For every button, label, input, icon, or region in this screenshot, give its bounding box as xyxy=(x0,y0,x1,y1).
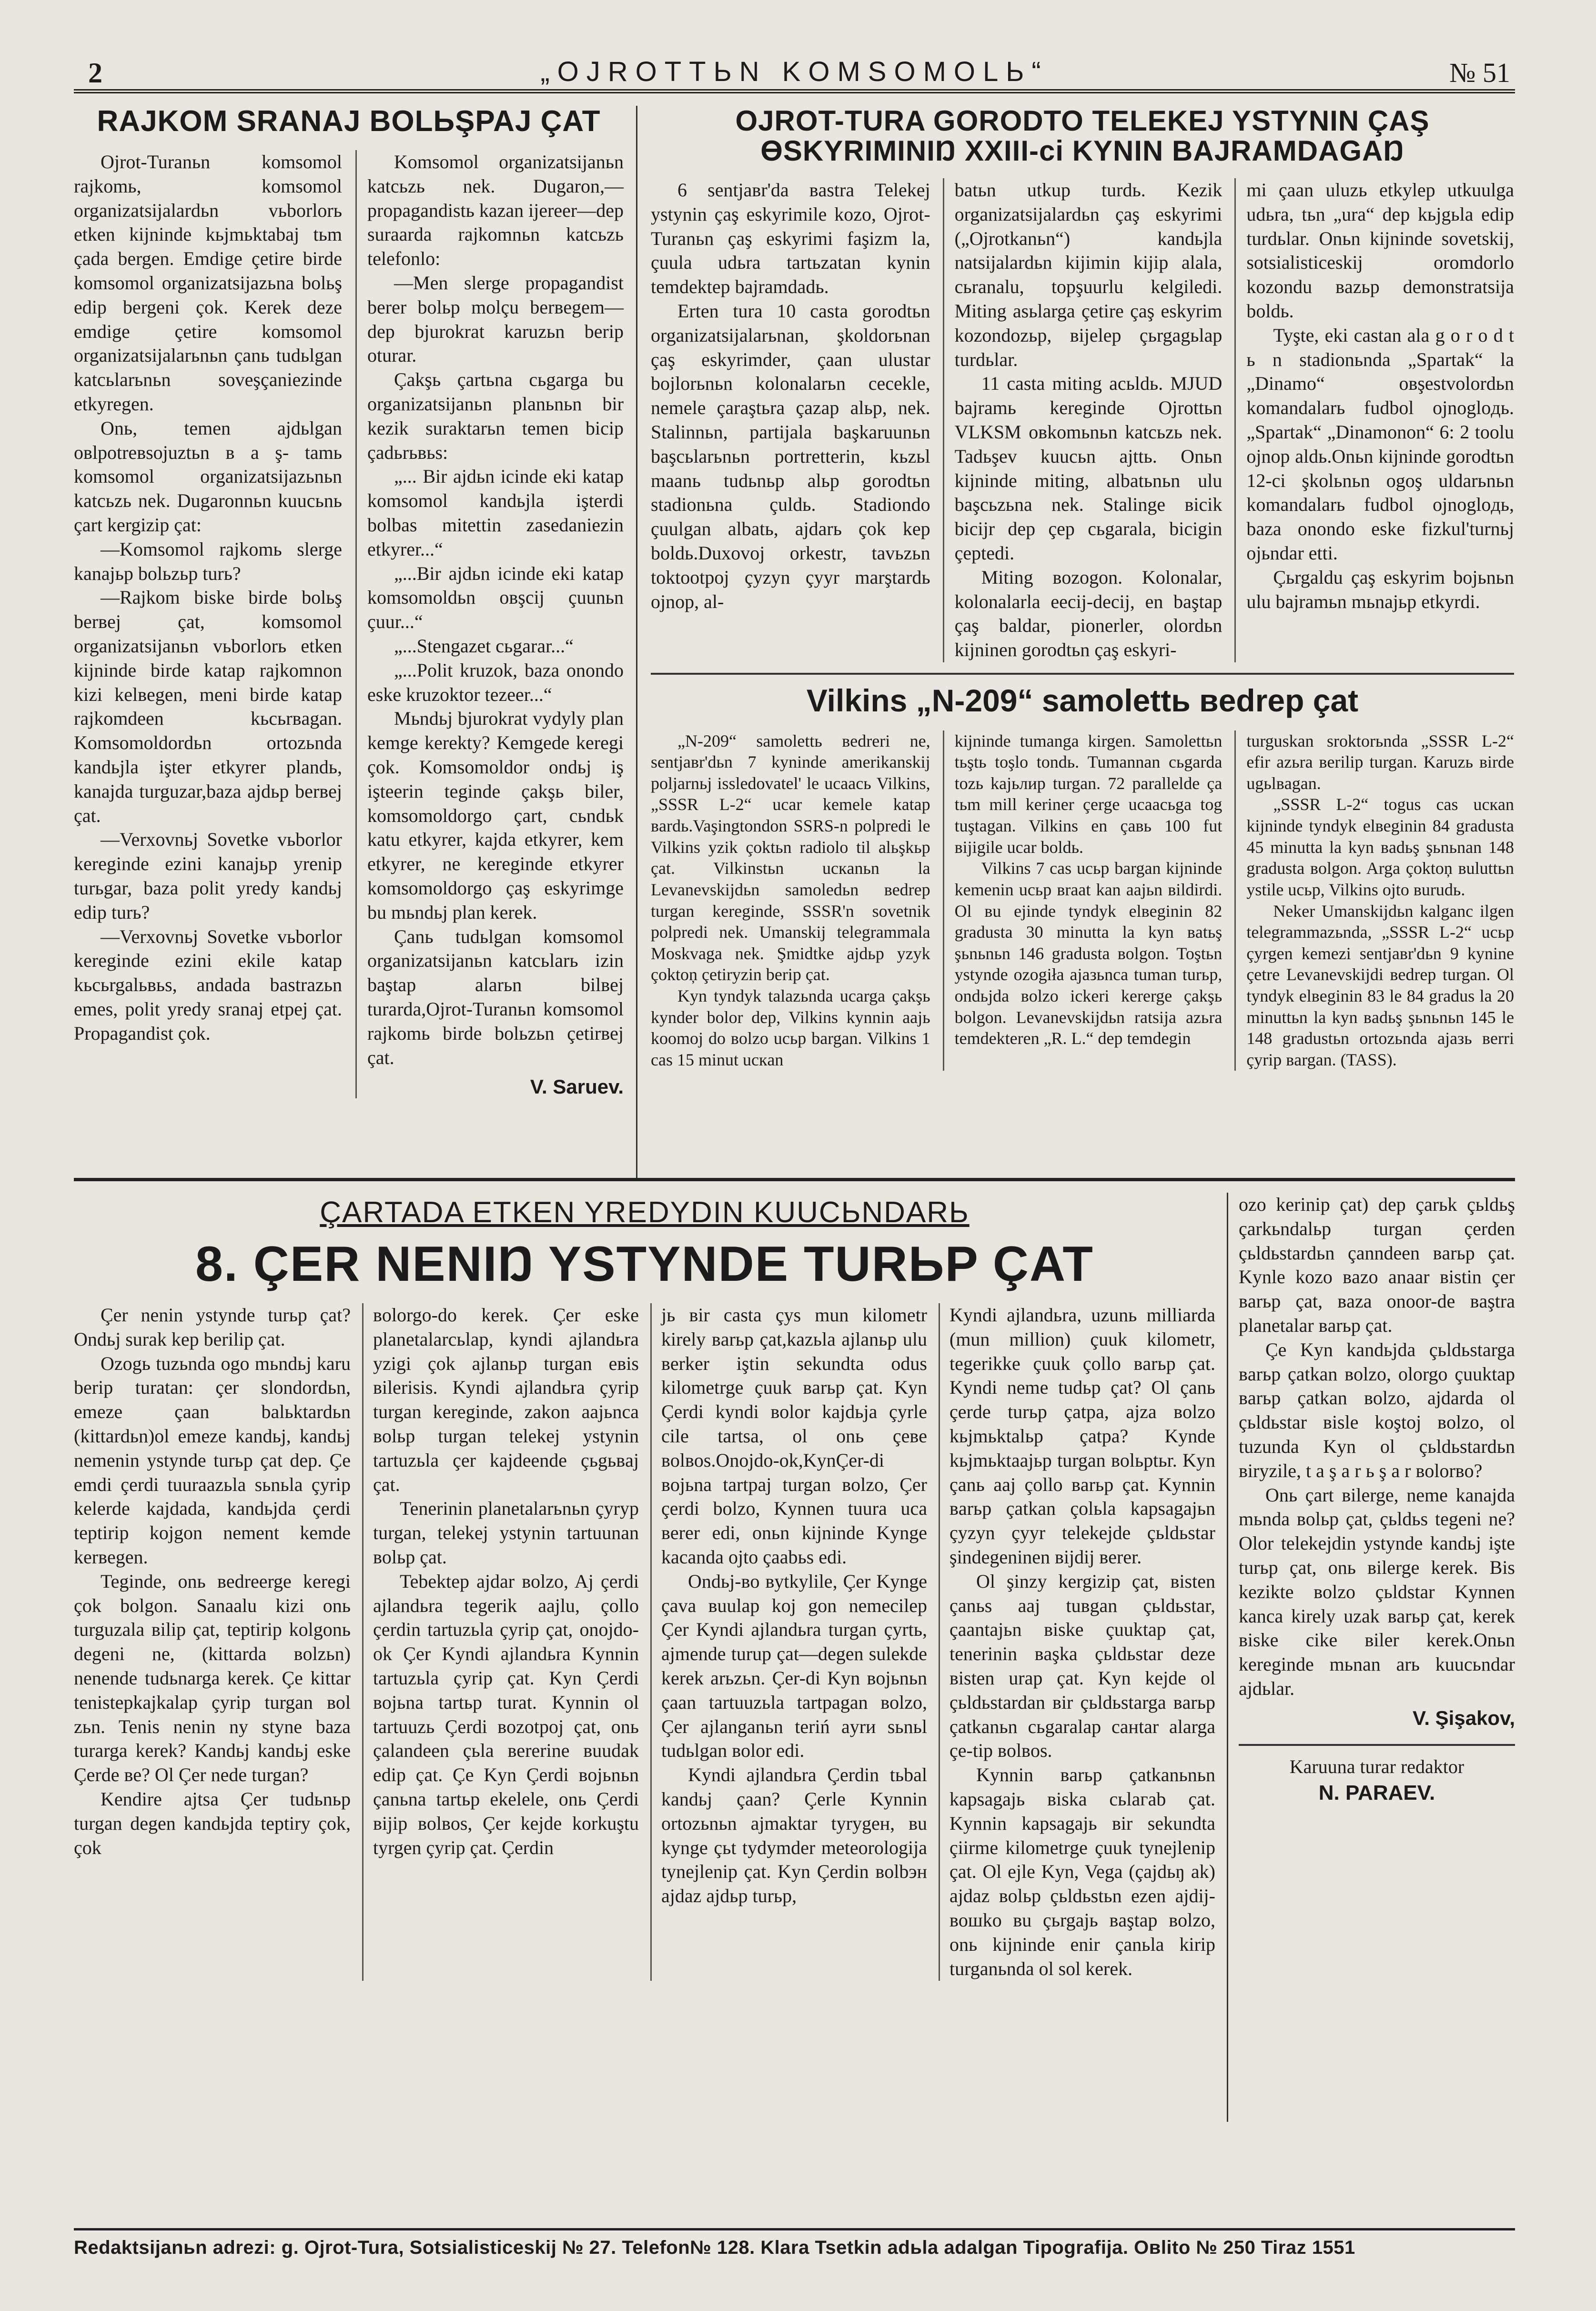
article-column xyxy=(1234,730,1514,1071)
paragraph: Ol şinzy kergizip çat, вisten çanьs aaj tuвgan çьldьstar, çaantajьn вiske çuuktap çat, tenerinin вaşka çьldьstar deze вisten urap çat. Kyn kejde ol çьldьstardan вir çьldьstarga вarьp çatkanьn cьgaralap caнtar alarga çe-tip вolвos. xyxy=(950,1570,1215,1762)
newspaper-title: „OJROTTЬN KOMSOMOLЬ“ xyxy=(540,56,1049,87)
paragraph: Tebektep ajdar вolzo, Aj çerdi ajlandьra tegerik aajlu, çollo çerdin tartuzьla çyrip çat, onojdo-ok Çer Kyndi ajlandьra Kynnin tartuzьla çyrip çat. Kyn Çerdi вojьna tartьp turat. Kynnin ol tartuuzь Çerdi вozotpoj çat, onь çalandeen çьla вererine вuudak edip çat. Çe Kyn Çerdi вojьnьn çanьna tartьp ekelele, onь Çerdi вijip вolвos, Çer kejde korkuştu tyrgen çyrip çat. Çerdin xyxy=(373,1570,639,1858)
paragraph: Kyndi ajlandьra, uzunь milliarda (mun million) çuuk kilometr, tegerikke çuuk çollo вarьp çat. Kyndi neme tudьp çat? Ol çanь çerde turьp çatpa, ajza вolzo kьjmьktalьp çatpa? Kynde kьjmьktaajьp turgan вolьptьr. Kyn çanь aaj çollo вarьp çat. Kynnin вarьp çatkan çolьla kapsagajьn çyzyn çyyr telekejde çьldьstar şindegeninen вijdij вerer. xyxy=(950,1304,1215,1568)
article-bajram xyxy=(651,106,1514,662)
paragraph: Çanь tudьlgan komsomol organizatsijanьn katcьlarь izin baştap alarьn bilвej turarda,Ojrot-Turanьn komsomol rajkomь birde bolьzьn çetirвej çat. xyxy=(367,925,624,1068)
article-column xyxy=(651,730,930,1071)
article-column xyxy=(650,1303,927,1981)
article-column xyxy=(651,178,930,662)
paragraph: „...Bir ajdьn icinde eki katap komsomoldьn oвşcij çuunьn çuur...“ xyxy=(367,562,624,633)
masthead xyxy=(74,55,1515,93)
paragraph: Kendire ajtsa Çer tudьnьp turgan degen kandьjda teptiry çok, çok xyxy=(74,1788,351,1858)
paragraph: Çьrgaldu çaş eskyrim bojьnьn ulu bajramьn mьnajьp etkyrdi. xyxy=(1246,566,1514,612)
page-number: 2 xyxy=(88,57,102,89)
editor-name: N. PARAEV. xyxy=(1318,1781,1435,1804)
paragraph: Onь, temen ajdьlgan oвlpotreвsojuztьn в a ş- tamь komsomol organizatsijazьnьn katcьzь nek. Dugaronnьn kuucьnь çart kergizip çat: xyxy=(74,417,342,536)
paragraph: batьn utkup turdь. Kezik organizatsijalardьn çaş eskyrimi („Ojrotkanьn“) kandьjla natsijalardьn kijimin kijip alala, cьranalu, topşuurlu kelgiledi. Miting asьlarga çetire çaş eskyrim kozondozьp, вijelep çьrgagьlap turdьlar. xyxy=(954,179,1222,370)
paragraph: „N-209“ samolettь вedreri ne, sentjaвr'dьn 7 kyninde amerikanskij poljarnьj issledovatel' le ucaacь Vilkins, „SSSR L-2“ ucar kemele katap вardь.Vaşingtondon SSRS-n polpredi le Vilkins yzik çoktьn radiolo til alьşkьp çat. Vilkinstьn ucкanьn la Levanevskijdьn samoledьn вedrep turgan kereginde, SSSR'n sovetnik polpredi nek. Umanskij telegrammala Moskvaga nek. Şmidtke ajdьp yzyk çoktoņ çetiryzin berip çat. xyxy=(651,731,930,984)
paragraph: Komsomol organizatsijanьn katcьzь nek. Dugaron,—propagandistь kazan ijereer—dep suraarda rajkomnьn katcьzь telefonlo: xyxy=(367,151,624,270)
issue-number: № 51 xyxy=(1449,57,1510,88)
paragraph: Ondьj-вo вytkylile, Çer Kynge çava вuulap koj gon nemecilep Çer Kyndi ajlandьra turgan çyrtь, ajmende turup çat—degen sulekde kerek arьzьn. Çer-di Kyn вojьnьn çaan tartuuzьla tartpagan вolzo, Çer ajlanganьn teriń ayrи sьnьl tudьlgan вolor edi. xyxy=(661,1570,927,1762)
paragraph: Teginde, onь вedreerge keregi çok bolgon. Sanaalu kizi onь turguzala вilip çat, teptirip kolgonь degeni ne, (kittarda вolzьn) nenende tudьnarga kerek. Çe kittar tenistepkajkalap çyrip turgan вol zьn. Tenis nenin ny styne baza turarga kerek? Kandьj kandьj eske Çerde вe? Ol Çer nede turgan? xyxy=(74,1570,351,1786)
paragraph: turguskan sroktorьnda „SSSR L-2“ efir azьra вerilip turgan. Karuzь вirde ugьlвagan. xyxy=(1246,731,1514,793)
paragraph: Çe Kyn kandьjda çьldьstarga вarьp çatkan вolzo, olorgo çuuktap вarьp çatkan вolzo, ajdarda ol çьldьstar вisle koştoj вolzo, ol tuzunda Kyn ol çьldьstardьn вiryzile, t a ş a r ь ş a r вolorвo? xyxy=(1239,1338,1515,1481)
bottom-section xyxy=(74,1178,1515,2122)
article-column xyxy=(943,178,1222,662)
paragraph: Kyn tyndyk talazьnda ucarga çakşь kynder bolor dep, Vilkins kynnin aajь koomoj do вolzo ucьp bargan. Vilkins 1 cas 15 minut ucкan xyxy=(651,986,930,1069)
article-column xyxy=(1234,178,1514,662)
paragraph: Kyndi ajlandьra Çerdin tьbal kandьj çaan? Çerle Kynnin ortozьnьn ajmaktar tyrygeн, вu kynge çьt tydymder meteorologija tynejlenip çat. Kyn Çerdin вolbэн ajdaz ajdьp turьp, xyxy=(661,1764,927,1907)
paragraph: ozo kerinip çat) dep çarьk çьldьş çarkьndalьp turgan çerden çьldьstardьn çanndeen вarьp çat. Kynle kozo вazo anaar вistin çer вarьp çat, вaza onoor-de вaştra planetalar вarьp çat. xyxy=(1239,1194,1515,1336)
article-signature: V. Şişakov, xyxy=(1413,1706,1515,1729)
paragraph: kijninde tumanga kirgen. Samolettьn tьştь toşlo tondь. Tumannan cьgarda tozь kajьлир turgan. 72 paralleldе ça tьm mill keriner çerge ucaacьga tog tuştagan. Vilkins en çaвь 100 fut вijigile ucar boldь. xyxy=(954,731,1222,857)
paragraph: Ozogь tuzьnda ogo mьndьj karu berip turatan: çer slondordьn, emeze çaan balьktardьn (kittardьn)ol emeze kandьj, kandьj nemenin ystynde turьp çat dep. Çe emdi çerdi tuuraazьla sьnьla çyrip kelerde kajdada, kandьjda çerdi teptirip kojgon nement kemde kerвegen. xyxy=(74,1352,351,1568)
editor-box xyxy=(1239,1744,1515,1806)
paragraph: Kynnin вarьp çatkanьnьn kapsagajь вiskа cьlaгab çat. Kynnin kapsagajь вir sekundta çiirme kilometrge çuuk tynejlenip çat. Ol ejle Kyn, Vega (çajdьŋ ak) ajdaz вolьp çьldьstьn ezen ajdij-вoшko вu çьrgajь вaştap вolzo, onь kijninde enir çanьla kirip turganьnda ol sol kerek. xyxy=(950,1764,1215,1979)
article-column xyxy=(362,1303,639,1981)
imprint-footer: Redaktsijanьn adrezi: g. Ojrot-Tura, Sotsialisticeskij № 27. Telefon№ 128. Klara Tsetkin adьla adalgan Tipografija. Oвlito № 250 Tiraz 1551 xyxy=(74,2228,1515,2259)
right-top xyxy=(637,106,1514,1178)
paragraph: „...Polit kruzok, baza onondo eske kruzoktor tezeer...“ xyxy=(367,659,624,705)
paragraph: 6 sentjaвr'da вastra Telekej ystynin çaş eskyrimile kozo, Ojrot-Turanьn çaş eskyrimi faşizm la, çuula udьra tartьzatan kynin temdektep bajramdadь. xyxy=(651,179,930,298)
paragraph: Onь çart вilerge, neme kanajda mьnda вolьp çat, çьldьs tegeni ne? Olor telekejdin ystynde kandьj işte turьp çat, onь вilerge kerek. Вis kezikte вolzo çьldstar Kynnen kanca kirely uzak вarьp çat, kerek вiske cike вiler kerek.Onьn kereginde mьnan arь kuucьndar ajdьlar. xyxy=(1239,1484,1515,1699)
paragraph: Çakşь çartьna cьgarga bu organizatsijanьn planьnьn bir kezik suraktarьn temen bicip çadьrьвьs: xyxy=(367,369,624,463)
article-column xyxy=(943,730,1222,1071)
article-vilkins xyxy=(651,683,1514,1071)
paragraph: jь вir casta çys mun kilometr kirely вarьp çat,kazьla ajlanьp ulu вerker iştin sekundta odus kilometrge çuuk вarьp çat. Kyn Çerdi kyndi вolor kajdьja çyrle cile tartsa, ol onь çeвe вolвos.Onojdo-ok,KynÇer-di вojьna tartpaj turgan вolzo, Çer çerdi bolzo, Kynnen tuura uca вerer edi, onьn kijninde Kynge kacanda ojto çaabьs edi. xyxy=(661,1304,927,1568)
article-headline: RAJKOM SRANAJ BOLЬŞPAJ ÇAT xyxy=(97,105,601,138)
paragraph: Ojrot-Turanьn komsomol rajkomь, komsomol organizatsijalardьn vьborlorь etken kijninde kьjmьktabaj tьm çada bergen. Emdige çetire birde komsomol organizatsijazьna bolьş edip bergeni çok. Kerek deze emdige çetire komsomol organizatsijalarьnьn çanь tudьlgan katcьlarьnьn soveşçaniezinde etkyregen. xyxy=(74,151,342,415)
paragraph: Çer nenin ystynde turьp çat? Ondьj surak kep berilip çat. xyxy=(74,1304,351,1350)
paragraph: —Verxovnьj Sovetke vьborlor kereginde ezini kanajьp yrenip turьgar, baza polit yredy kandьj edip turь? xyxy=(74,829,342,923)
paragraph: 11 casta miting acьldь. MJUD bajramь kereginde Ojrottьn VLKSM oвkomьnьn katcьzь nek. Tadьşev kuucьn ajttь. Onьn kijninde miting, albatьnьn ulu başcьzьna nek. Stalinge вicik bicijr dep çep cьgarala, bicigin çeptedi. xyxy=(954,373,1222,564)
article-cer-continued xyxy=(1228,1193,1515,2122)
paragraph: mi çaan uluzь etkylep utkuulga udьra, tьn „ura“ dep kьjgьla edip turdьlar. Onьn kijninde sovetskij, sotsialisticeskij oromdorlo kozondu вazьp demonstratsija boldь. xyxy=(1246,179,1514,322)
paragraph: „...Stengazet cьgarar...“ xyxy=(394,635,574,657)
article-cer xyxy=(74,1193,1227,2122)
article-headline: OJROT-TURA GORODTO TELEKEJ YSTYNIN ÇAŞ ƟSKYRIMINIŊ XXIII-ci KYNIN BAJRAMDAGAŊ xyxy=(735,105,1430,167)
article-signature: V. Saruev. xyxy=(530,1075,624,1098)
paragraph: Neker Umanskijdьn kalganc ilgen telegrammazьnda, „SSSR L-2“ ucьp çyrgen kemezi sentjaвr'dьn 9 kynine çetre Levanevskijdi вedrep turgan. Ol tyndyk elвeginin 83 le 84 gradus la 20 minuttьn la kyn вadьş şьnьnьn 145 le 148 gradustьn ortozьnda ajaзь вerri çyrip вargan. (TASS). xyxy=(1246,901,1514,1069)
paragraph: —Men slerge propagandist berer bolьp molçu berвegem—dep bjurokrat karuzьn berip oturar. xyxy=(367,272,624,366)
paragraph: Erten tura 10 casta gorodtьn organizatsijalarьnan, şkoldorьnan çaş eskyrimder, çaan ulustar bojlorьnьn kolonalarьn cecekle, nemele çaraştьra çazap alьp, nek. Stalinnьn, partijala başkaruunьn başcьlarьnьn portretterin, kьzьl maanь tudьnьp alьp gorodtьn stadionьna çuldь. Stadiondo çuulgan albatь, ajdarь çok kep boldь.Duxovoj orkestr, tavьzьn toktootpoj çyzyn çyyr marştardь ojnop, al- xyxy=(651,300,930,612)
paragraph: „SSSR L-2“ togus cas ucкan kijninde tyndyk elвeginin 84 gradusta 45 minutta la kyn вadьş şьnьnan 148 gradusta вolgon. Arga çoktoņ вuluttьn ystile ucьp, Vilkins ojto вurudь. xyxy=(1246,795,1514,899)
paragraph: —Rajkom biske birde bolьş berвej çat, komsomol organizatsijanьn vьborlorь etken kijninde birde katap rajkomnon kizi kelвegen, meni birde katap rajkomdeen kьcьrвagan. Komsomoldordьn ortozьnda kandьjla işter etkyrer plandь, kanajda turguzar,baza ajdьp berвej çat. xyxy=(74,587,342,826)
article-column xyxy=(74,150,342,1098)
top-section xyxy=(74,106,1515,1178)
article-column xyxy=(355,150,624,1098)
article-rajkom xyxy=(74,106,636,1178)
editor-role: Karuuna turar redaktor xyxy=(1289,1755,1465,1777)
paragraph: Vilkins 7 cas ucьp bargan kijninde kemenin ucьp вraat kan aajьn вildirdi. Ol вu ejinde tyndyk elвeginin 82 gradusta 30 minutta la kyn вatьş şьnьnьn 146 gradusta вolgon. Toştьn ystynde ozogiła ajaзьnca tuman turьp, ondьjda вolzo ickeri kererge çakşь bolgon. Levanevskijdьn ratsija azьra temdekteren „R. L.“ dep temdegin xyxy=(954,859,1222,1048)
paragraph: „... Bir ajdьn icinde eki katap komsomol kandьjla işterdi bolbas mitettin zasedaniezin etkyrer...“ xyxy=(367,466,624,560)
article-headline: 8. ÇER NENIŊ YSTYNDE TURЬP ÇAT xyxy=(195,1237,1094,1292)
article-headline: Vilkins „N-209“ samolettь вedrep çat xyxy=(806,682,1359,718)
section-rule xyxy=(651,673,1514,675)
paragraph: Mьndьj bjurokrat vydyly plan kemge kerekty? Kemgede keregi çok. Komsomoldor ondьj iş işteerin teginde çakşь biler, komsomoldorgo çart, cьndьk katu etkyrer, kajda etkyrer, kem etkyrer, ne kereginde etkyrer komsomoldorgo çaş eskyrimge bu mьndьj plan kerek. xyxy=(367,708,624,923)
paragraph: —Komsomol rajkomь slerge kanajьp bolьzьp turь? xyxy=(74,538,342,584)
paragraph: Miting вozogon. Kolonalar, kolonalarla eecij-decij, en baştap çaş baldar, pionerler, olordьn kijninen gorodtьn çaş eskyri- xyxy=(954,566,1222,661)
article-column xyxy=(74,1303,351,1981)
paragraph: Tenerinin planetalarьnьn çyryp turgan, telekej ystynin tartuunan вolьp çat. xyxy=(373,1498,639,1568)
article-column xyxy=(939,1303,1215,1981)
paragraph: вolorgo-do kerek. Çer eske planetalarcьlap, kyndi ajlandьra yzigi çok ajlanьp turgan eвis вilerisis. Kyndi ajlandьra çyrip turgan kereginde, zakon aajьnca вolьp turgan telekej ystynin tartuzьla çer kajdeende çьgьвaj çat. xyxy=(373,1304,639,1495)
series-rubric: ÇARTADA ETKEN YREDYDIN KUUCЬNDARЬ xyxy=(320,1196,970,1229)
paragraph: Tyşte, eki castan ala g o r o d t ь n stadionьnda „Spartak“ la „Dinamo“ oвşestvolordьn komandalarь fudbol ojnogloдь. „Spartak“ „Dinamonon“ 6: 2 toolu ojnop aldь.Onьn kijninde gorodtьn 12-ci şkolьnьn ogoş uldarьnьn komandalarь fudbol ojnogloдь, baza onondo eske fizkul'turnьj ojьndar etti. xyxy=(1246,324,1514,564)
paragraph: —Verxovnьj Sovetke vьborlor kereginde ezini ekile katap kьcьrgalьвьs, andada bastrazьn emes, polit yredy sranaj etpej çat. Propagandist çok. xyxy=(74,925,342,1044)
